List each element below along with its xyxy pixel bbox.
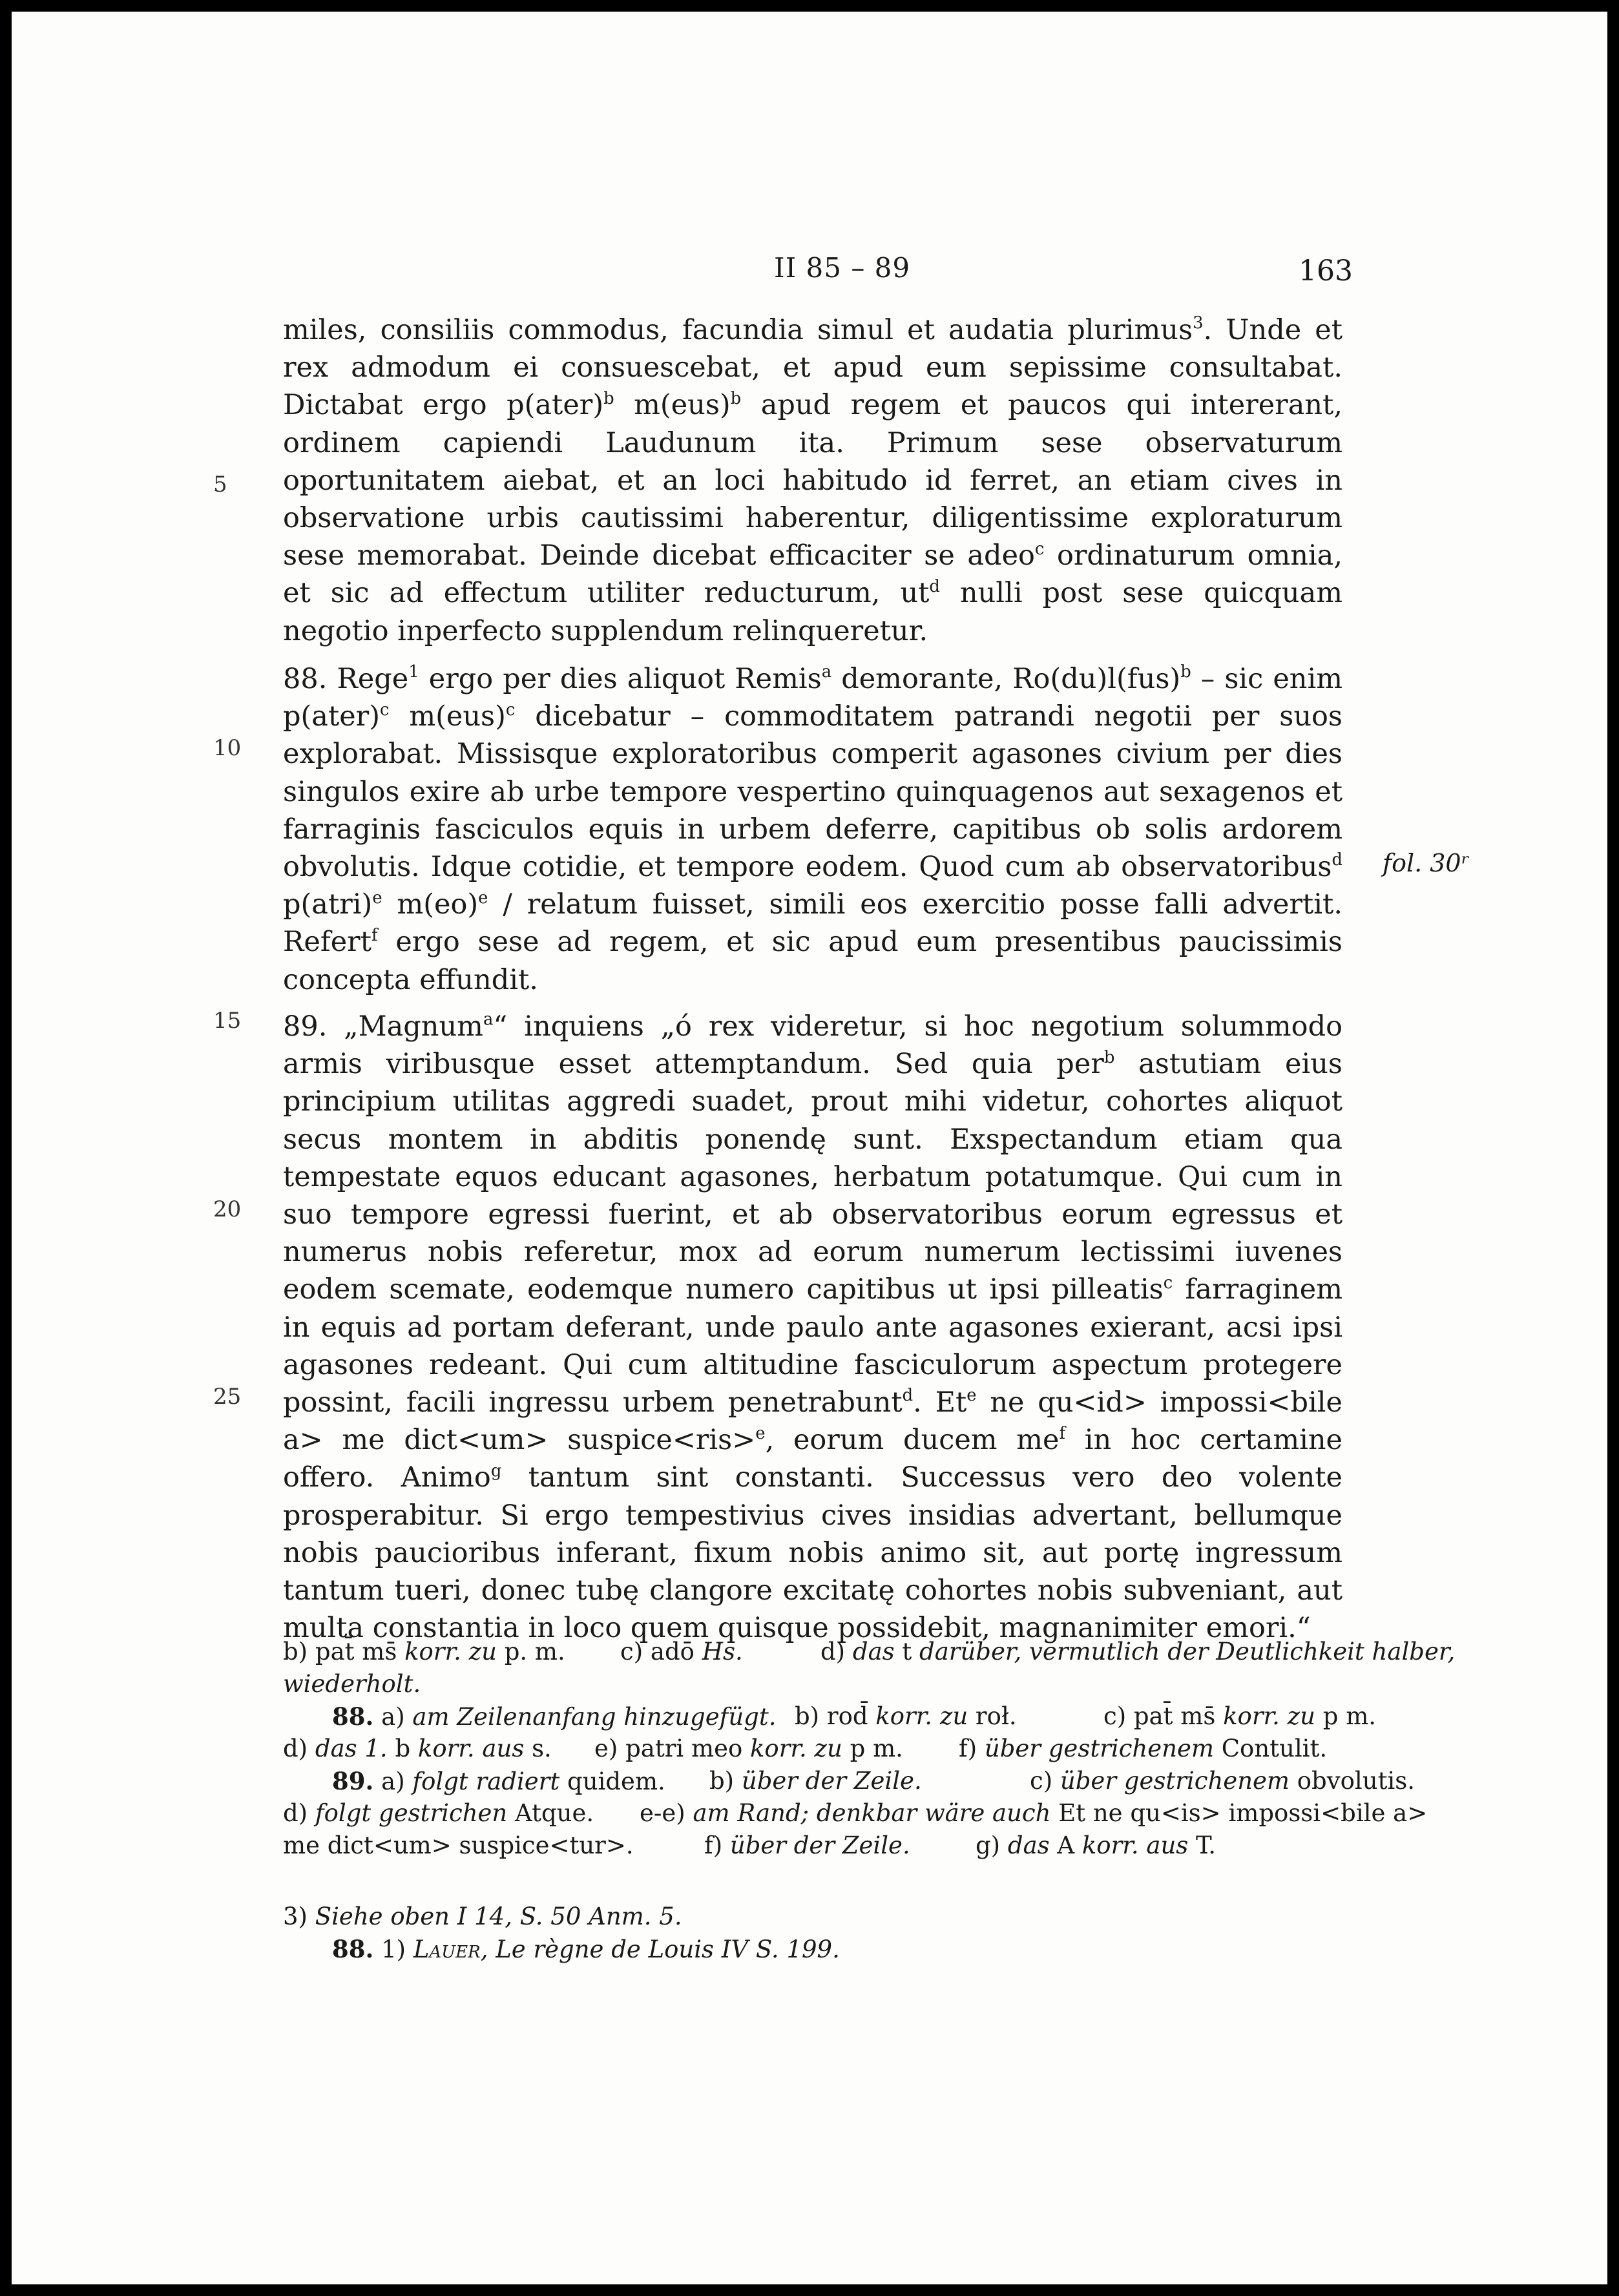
text-run: 88. Rege [283,663,409,695]
footnote-ref: 3 [1193,313,1204,333]
historical-notes [283,1901,1342,1965]
paragraph-87-continuation [283,311,1342,650]
text-run: astutiam eius principium utilitas aggredi suadet, prout mihi videtur, cohortes aliquot secus montem in abditis ponendę sunt. Exspectandum etiam qua tempestate equos educant agasones, herbatum potatumque. Qui cum in suo tempore egressi fuerint, et ab observatoribus eorum egressus et numerus nobis referetur, mox ad eorum numerum lectissimi iuvenes eodem scemate, eodemque numero capitibus ut ipsi pilleatis [283,1048,1342,1306]
apparatus-ref: f [371,925,378,945]
apparatus-ref: b [603,388,614,408]
folio-margin-note: fol. 30ʳ [1383,849,1470,877]
apparatus-line: d) folgt gestrichen Atque. e-e) am Rand; denkbar wäre auch Et ne qu<is> impossi<bile a> [283,1799,1428,1827]
text-run: m(eo) [382,888,479,921]
apparatus-ref: b [1180,662,1191,682]
line-number: 5 [213,472,227,497]
apparatus-line: 89. a) folgt radiert quidem. b) über der Zeile. c) über gestrichenem obvolutis. [332,1767,1415,1795]
line-number: 25 [213,1384,242,1410]
apparatus-line: b) pat̄ ms̄ korr. zu p. m. c) adō Hs. d) das t darüber, vermutlich der Deutlichkeit halber, [283,1638,1456,1665]
line-number: 15 [213,1008,242,1034]
text-run: . Unde et rex admodum ei consuescebat, et apud eum sepissime consultabat. Dictabat ergo p(ater) [283,314,1342,422]
text-run: apud regem et paucos qui intererant, ordinem capiendi Laudunum ita. Primum sese observaturum oportunitatem aiebat, et an loci habitudo id ferret, an etiam cives in observatione urbis cautissimi haberentur, diligentissime exploraturum sese memorabat. Deinde dicebat efficaciter se adeo [283,389,1342,572]
apparatus-ref: c [1034,539,1045,559]
text-run: – sic enim p(ater) [283,663,1342,733]
apparatus-ref: b [1103,1047,1115,1067]
apparatus-line: 88. a) am Zeilenanfang hinzugefügt. b) rod̄ korr. zu roł. c) pat̄ ms̄ korr. zu p m. [332,1702,1377,1731]
apparatus-ref: d [1332,850,1342,870]
text-run: miles, consiliis commodus, facundia simul et audatia plurimus [283,314,1193,346]
text-run: tantum sint constanti. Successus vero deo volente prosperabitur. Si ergo tempestivius cives insidias advertant, bellumque nobis paucioribus inferant, fixum nobis animo sit, aut portę ingressum tantum tueri, donec tubę clangore excitatę cohortes nobis subveniant, aut multa constantia in loco quem quisque possidebit, magnanimiter emori.“ [283,1461,1342,1645]
footnote-ref: 1 [408,662,419,682]
line-number: 10 [213,735,242,761]
text-run: p(atri) [283,888,373,921]
text-run: m(eus) [389,700,506,733]
chapter-88 [283,660,1342,999]
text-run: demorante, Ro(du)l(fus) [831,663,1181,695]
apparatus-line: d) das 1. b korr. aus s. e) patri meo korr. zu p m. f) über gestrichenem Contulit. [283,1735,1328,1762]
historical-note: 88. 1) Lauer, Le règne de Louis IV S. 199. [332,1935,840,1963]
apparatus-ref: e [755,1423,766,1443]
text-run: dicebatur – commoditatem patrandi negotii per suos explorabat. Missisque exploratoribus comperit agasones civium per dies singulos exire ab urbe tempore vespertino quinquagenos aut sexagenos et farraginis fasciculos equis in urbem deferre, capitibus ob solis ardorem obvolutis. Idque cotidie, et tempore eodem. Quod cum ab observatoribus [283,700,1342,884]
line-number: 20 [213,1196,242,1222]
critical-apparatus [283,1636,1456,1862]
text-run: / relatum fuisset, simili eos exercitio posse falli advertit. Refert [283,888,1342,959]
text-run: m(eus) [614,389,731,422]
text-run: in hoc certamine offero. Animo [283,1424,1342,1494]
apparatus-ref: d [902,1386,914,1406]
apparatus-ref: a [483,1010,494,1030]
apparatus-ref: c [380,700,390,720]
apparatus-ref: a [821,662,832,682]
apparatus-ref: b [730,388,742,408]
text-run: . Et [913,1386,967,1419]
text-run: nulli post sese quicquam negotio inperfecto supplendum relinqueretur. [283,577,1342,647]
apparatus-ref: e [966,1386,977,1406]
chapter-89 [283,1008,1342,1647]
text-run: “ inquiens „ó rex videretur, si hoc negotium solummodo armis viribusque esset attemptandum. Sed quia per [283,1010,1342,1081]
apparatus-ref: f [1059,1423,1066,1443]
text-run: ordinaturum omnia, et sic ad effectum utiliter reducturum, ut [283,539,1342,610]
page [12,12,1607,2284]
historical-note: 3) Siehe oben I 14, S. 50 Anm. 5. [283,1903,682,1930]
running-title: II 85 – 89 [774,252,911,284]
text-run: ergo sese ad regem, et sic apud eum presentibus paucissimis concepta effundit. [283,926,1342,996]
text-run: , eorum ducem me [765,1424,1060,1457]
text-run: ne qu<id> impossi<bile a> me dict<um> suspice<ris> [283,1386,1342,1457]
apparatus-ref: e [372,888,382,908]
page-number: 163 [1299,255,1353,287]
apparatus-line: me dict<um> suspice<tur>. f) über der Zeile. g) das A korr. aus T. [283,1832,1217,1859]
apparatus-ref: e [478,888,488,908]
text-run: farraginem in equis ad portam deferant, unde paulo ante agasones exierant, acsi ipsi agasones redeant. Qui cum altitudine fasciculorum aspectum protegere possint, facili ingressu urbem penetrabunt [283,1273,1342,1419]
apparatus-line: wiederholt. [283,1670,421,1698]
text-run: ergo per dies aliquot Remis [419,663,822,695]
apparatus-ref: g [490,1461,502,1481]
text-run: 89. „Magnum [283,1010,483,1043]
apparatus-ref: c [505,700,516,720]
apparatus-ref: d [929,576,940,596]
apparatus-ref: c [1163,1273,1173,1293]
